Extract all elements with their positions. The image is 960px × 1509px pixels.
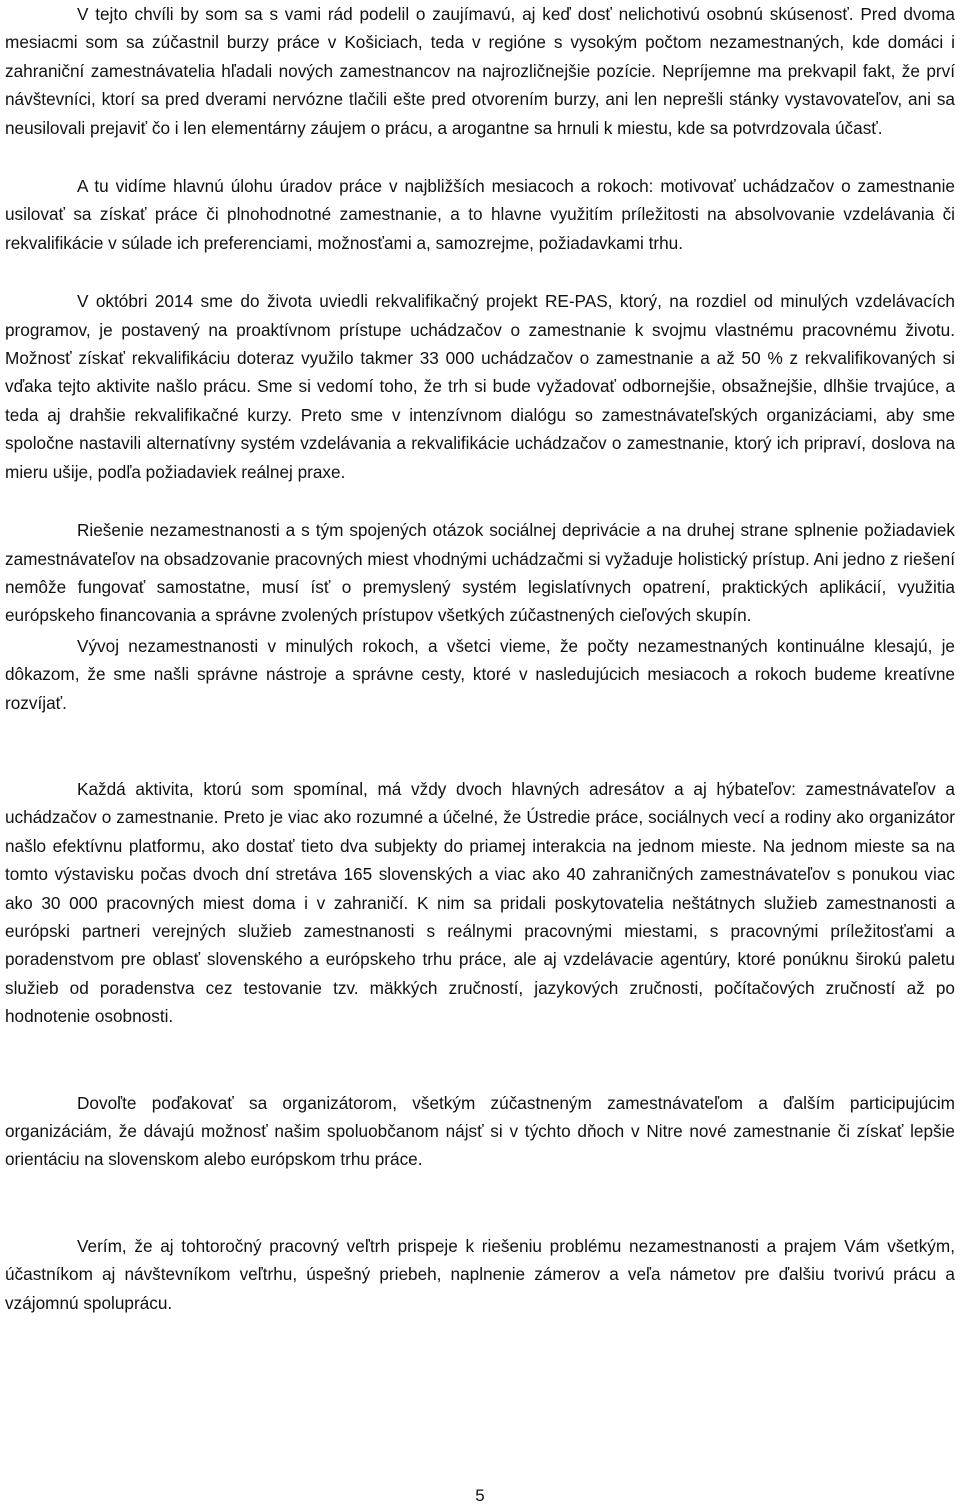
paragraph-4: Riešenie nezamestnanosti a s tým spojených otázok sociálnej deprivácie a na druhej strane splnenie požiadaviek zamestnávateľov na obsadzovanie pracovných miest vhodnými uchádzačmi si vyžaduje holistický prístup. Ani jedno z riešení nemôže fungovať samostatne, musí ísť o premyslený systém legislatívnych opatrení, praktických aplikácií, využitia európskeho financovania a správne zvolených prístupov všetkých zúčastnených cieľových skupín. bbox=[5, 520, 955, 626]
paragraph-6: Každá aktivita, ktorú som spomínal, má vždy dvoch hlavných adresátov a aj hýbateľov: zamestnávateľov a uchádzačov o zamestnanie. Preto je viac ako rozumné a účelné, že Ústredie práce, sociálnych vecí a rodiny ako organizátor našlo efektívnu platformu, ako dostať tieto dva subjekty do priamej interakcia na jednom mieste. Na jednom mieste sa na tomto výstavisku počas dvoch dní stretáva 165 slovenských a viac ako 40 zahraničných zamestnávateľov s ponukou viac ako 30 000 pracovných miest doma i v zahraničí. K nim sa pridali poskytovatelia neštátnych služieb zamestnanosti a európski partneri verejných služieb zamestnanosti s reálnymi pracovnými miestami, s pracovnými príležitosťami a poradenstvom pre oblasť slovenského a európskeho trhu práce, ale aj vzdelávacie agentúry, ktoré ponúknu širokú paletu služieb od poradenstva cez testovanie tzv. mäkkých zručností, jazykových zručnosti, počítačových zručností až po hodnotenie osobnosti. bbox=[5, 778, 955, 1027]
document-page bbox=[5, 0, 955, 1317]
paragraph-5: Vývoj nezamestnanosti v minulých rokoch, a všetci vieme, že počty nezamestnaných kontinuálne klesajú, je dôkazom, že sme našli správne nástroje a správne cesty, ktoré v nasledujúcich mesiacoch a rokoch budeme kreatívne rozvíjať. bbox=[5, 635, 955, 713]
page-number: 5 bbox=[475, 1486, 485, 1505]
paragraph-3: V októbri 2014 sme do života uviedli rekvalifikačný projekt RE-PAS, ktorý, na rozdiel od minulých vzdelávacích programov, je postavený na proaktívnom prístupe uchádzačov o zamestnanie k svojmu vlastnému pracovnému životu. Možnosť získať rekvalifikáciu doteraz využilo takmer 33 000 uchádzačov o zamestnanie a až 50 % z rekvalifikovaných si vďaka tejto aktivite našlo prácu. Sme si vedomí toho, že trh si bude vyžadovať odbornejšie, obsažnejšie, dlhšie trvajúce, a teda aj drahšie rekvalifikačné kurzy. Preto sme v intenzívnom dialógu so zamestnávateľských organizáciami, aby sme spoločne nastavili alternatívny systém vzdelávania a rekvalifikácie uchádzačov o zamestnanie, ktorý ich pripraví, doslova na mieru ušije, podľa požiadaviek reálnej praxe. bbox=[5, 291, 955, 482]
paragraph-7: Dovoľte poďakovať sa organizátorom, všetkým zúčastneným zamestnávateľom a ďalším participujúcim organizáciám, že dávajú možnosť našim spoluobčanom nájsť si v týchto dňoch v Nitre nové zamestnanie či získať lepšie orientáciu na slovenskom alebo európskom trhu práce. bbox=[5, 1092, 955, 1170]
paragraph-1: V tejto chvíli by som sa s vami rád podelil o zaujímavú, aj keď dosť nelichotivú osobnú skúsenosť. Pred dvoma mesiacmi som sa zúčastnil burzy práce v Košiciach, teda v regióne s vysokým počtom nezamestnaných, kde domáci i zahraniční zamestnávatelia hľadali nových zamestnancov na najrozličnejšie pozície. Nepríjemne ma prekvapil fakt, že prví návštevníci, ktorí sa pred dverami nervózne tlačili ešte pred otvorením burzy, ani len neprešli stánky vystavovateľov, ani sa neusilovali prejaviť čo i len elementárny záujem o prácu, a arogantne sa hrnuli k miestu, kde sa potvrdzovala účasť. bbox=[5, 4, 955, 138]
paragraph-8: Verím, že aj tohtoročný pracovný veľtrh prispeje k riešeniu problému nezamestnanosti a prajem Vám všetkým, účastníkom aj návštevníkom veľtrhu, úspešný priebeh, naplnenie zámerov a veľa námetov pre ďalšiu tvorivú prácu a vzájomnú spoluprácu. bbox=[5, 1235, 955, 1313]
paragraph-2: A tu vidíme hlavnú úlohu úradov práce v najbližších mesiacoch a rokoch: motivovať uchádzačov o zamestnanie usilovať sa získať práce či plnohodnotné zamestnanie, a to hlavne využitím príležitosti na absolvovanie vzdelávania či rekvalifikácie v súlade ich preferenciami, možnosťami a, samozrejme, požiadavkami trhu. bbox=[5, 176, 955, 253]
